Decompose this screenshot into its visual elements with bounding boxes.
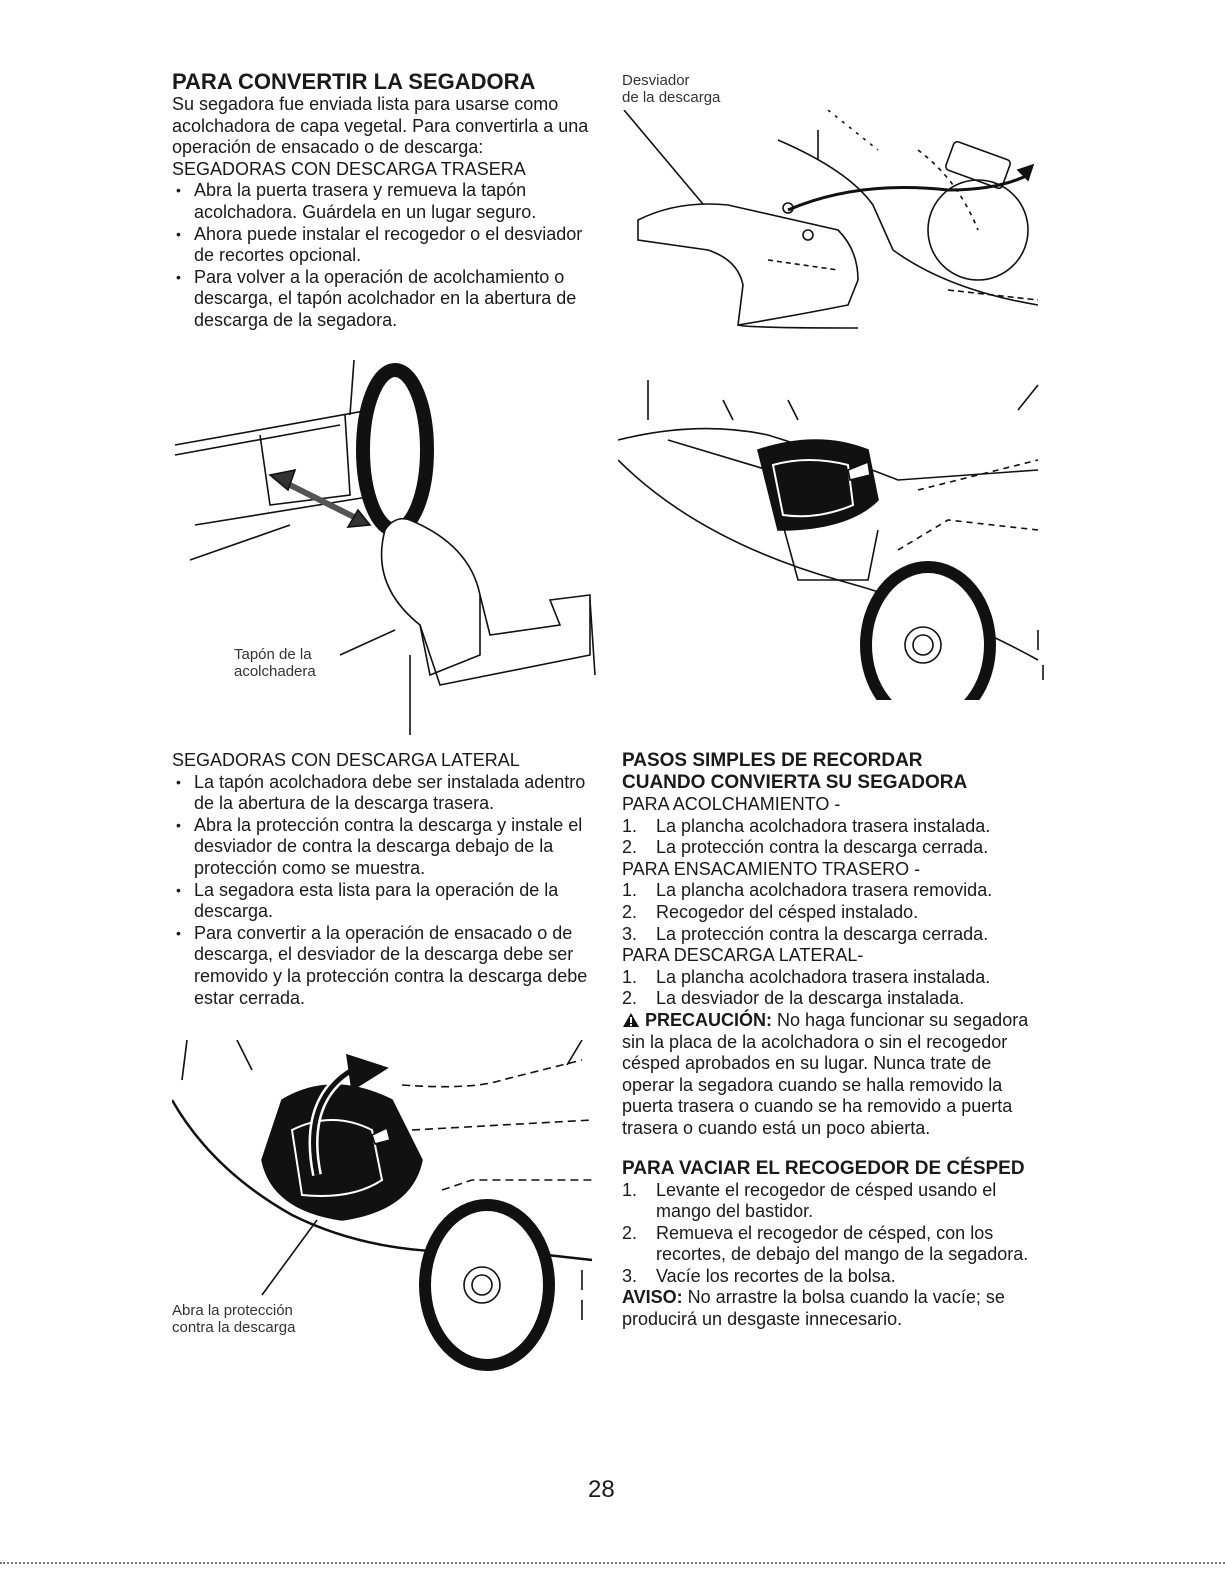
bag-list — [622, 880, 1047, 945]
caption-proteccion: Abra la protección contra la descarga — [172, 1302, 296, 1336]
empty-bag-list — [622, 1180, 1047, 1288]
list-item: 1. La plancha acolchadora trasera instalada. — [622, 815, 991, 836]
intro-text: Su segadora fue enviada lista para usarse como acolchadora de capa vegetal. Para convertirla a una operación de ensacado o de descarga: — [172, 94, 589, 158]
notice-text: No arrastre la bolsa cuando la vacíe; se producirá un desgaste innecesario. — [622, 1287, 1005, 1330]
list-item: 1. La plancha acolchadora trasera removida. — [622, 880, 993, 901]
caption-desviador: Desviador de la descarga — [622, 72, 721, 106]
notice-label: AVISO: — [622, 1287, 683, 1308]
warning-icon — [622, 1012, 640, 1028]
empty-bag-title: PARA VACIAR EL RECOGEDOR DE CÉSPED — [622, 1157, 1025, 1179]
section-title: PARA CONVERTIR LA SEGADORA — [172, 69, 536, 94]
list-item: 2. Recogedor del césped instalado. — [622, 901, 919, 922]
rear-discharge-subhead: SEGADORAS CON DESCARGA TRASERA — [172, 158, 526, 179]
list-item: • Ahora puede instalar el recogedor o el desviador de recortes opcional. — [172, 224, 592, 267]
caution-label: PRECAUCIÓN: — [645, 1009, 773, 1030]
page-number: 28 — [588, 1476, 615, 1503]
caution-text: No haga funcionar su segadora sin la placa de la acolchadora o sin el recogedor césped aprobados en su lugar. Nunca trate de operar la segadora cuando se halla removido la puerta trasera o cuando se ha removido a puerta trasera o cuando está un poco abierta. — [622, 1009, 1029, 1138]
side-heading: PARA DESCARGA LATERAL- — [622, 945, 864, 966]
list-item: 2. La desviador de la descarga instalada. — [622, 988, 965, 1009]
list-item: 1. Levante el recogedor de césped usando el mango del bastidor. — [622, 1179, 997, 1222]
deflector-illustration — [618, 110, 1048, 335]
list-item: 3. Vacíe los recortes de la bolsa. — [622, 1265, 896, 1286]
right-bottom-section — [622, 750, 1047, 1331]
mower-closed-illustration — [618, 380, 1048, 700]
caution-paragraph — [622, 1010, 1047, 1140]
list-item: 2. La protección contra la descarga cerrada. — [622, 837, 989, 858]
list-item: • Abra la puerta trasera y remueva la tapón acolchadora. Guárdela en un lugar seguro. — [172, 180, 592, 223]
list-item: • Abra la protección contra la descarga y instale el desviador de contra la descarga debajo de la protección como se muestra. — [172, 815, 592, 880]
reminder-title: PASOS SIMPLES DE RECORDAR — [622, 750, 923, 771]
side-list — [622, 967, 1047, 1010]
reminder-title-2: CUANDO CONVIERTA SU SEGADORA — [622, 772, 968, 793]
left-top-section — [172, 70, 592, 332]
list-item: • La tapón acolchadora debe ser instalada adentro de la abertura de la descarga trasera. — [172, 772, 592, 815]
rear-discharge-list — [172, 180, 592, 331]
list-item: 2. Remueva el recogedor de césped, con los recortes, de debajo del mango de la segadora. — [622, 1222, 1029, 1265]
bottom-divider — [0, 1562, 1225, 1564]
bag-heading: PARA ENSACAMIENTO TRASERO - — [622, 858, 921, 879]
list-item: 1. La plancha acolchadora trasera instalada. — [622, 966, 991, 987]
side-discharge-subhead: SEGADORAS CON DESCARGA LATERAL — [172, 750, 520, 770]
left-bottom-section — [172, 750, 592, 1009]
list-item: • Para convertir a la operación de ensacado o de descarga, el desviador de la descarga debe ser removido y la protección contra la descarga debe estar cerrada. — [172, 923, 592, 1009]
mulch-list — [622, 816, 1047, 859]
mulch-heading: PARA ACOLCHAMIENTO - — [622, 794, 841, 814]
list-item: • La segadora esta lista para la operación de la descarga. — [172, 880, 592, 923]
notice-paragraph — [622, 1287, 1047, 1330]
caption-tapon: Tapón de la acolchadera — [234, 646, 316, 680]
list-item: 3. La protección contra la descarga cerrada. — [622, 923, 989, 944]
side-discharge-list — [172, 772, 592, 1010]
list-item: • Para volver a la operación de acolchamiento o descarga, el tapón acolchador en la abertura de descarga de la segadora. — [172, 267, 592, 332]
